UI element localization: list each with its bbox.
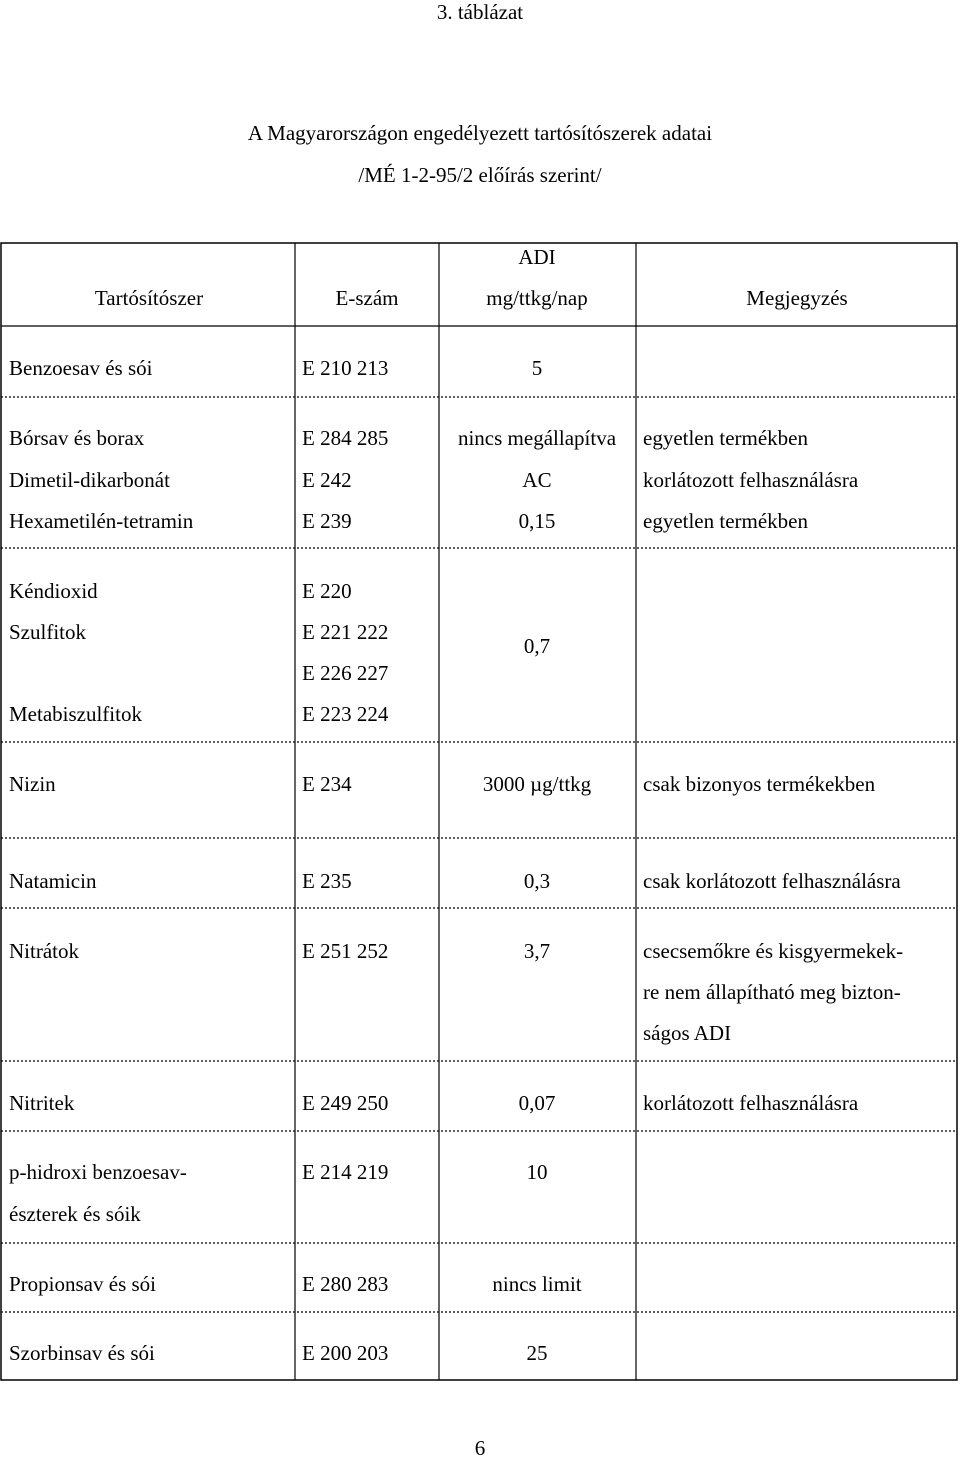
- cell-e-number: E 221 222: [302, 620, 389, 644]
- cell-e-number: E 239: [302, 509, 352, 533]
- cell-preservative: p-hidroxi benzoesav-: [9, 1160, 187, 1184]
- cell-adi: 3000 µg/ttkg: [482, 772, 592, 796]
- cell-note: korlátozott felhasználásra: [643, 1091, 859, 1115]
- table-number: 3. táblázat: [436, 0, 524, 24]
- cell-adi: 0,3: [523, 869, 551, 893]
- cell-preservative: Nitritek: [9, 1091, 75, 1115]
- cell-adi: 0,07: [518, 1091, 556, 1115]
- cell-e-number: E 242: [302, 468, 352, 492]
- cell-adi: 10: [526, 1160, 548, 1184]
- cell-e-number: E 234: [302, 772, 352, 796]
- cell-e-number: E 214 219: [302, 1160, 389, 1184]
- cell-note: csak bizonyos termékekben: [643, 772, 876, 796]
- page-subtitle: /MÉ 1-2-95/2 előírás szerint/: [358, 163, 602, 187]
- cell-note: egyetlen termékben: [643, 426, 809, 450]
- column-header-adi-unit: mg/ttkg/nap: [486, 286, 588, 310]
- cell-e-number: E 284 285: [302, 426, 389, 450]
- cell-e-number: E 220: [302, 579, 352, 603]
- cell-e-number: E 210 213: [302, 356, 389, 380]
- cell-adi: 0,15: [518, 509, 556, 533]
- column-header-adi: ADI: [518, 245, 556, 269]
- cell-note: csak korlátozott felhasználásra: [643, 869, 901, 893]
- cell-note: csecsemőkre és kisgyermekek-: [643, 939, 904, 963]
- cell-adi: 0,7: [523, 634, 551, 658]
- cell-preservative: Propionsav és sói: [9, 1272, 156, 1296]
- page-number: 6: [474, 1436, 486, 1460]
- cell-preservative: Szorbinsav és sói: [9, 1341, 155, 1365]
- cell-adi: AC: [522, 468, 552, 492]
- cell-adi: nincs limit: [492, 1272, 582, 1296]
- cell-preservative: Nizin: [9, 772, 56, 796]
- cell-e-number: E 249 250: [302, 1091, 389, 1115]
- cell-preservative: Natamicin: [9, 869, 97, 893]
- cell-note: ságos ADI: [643, 1021, 732, 1045]
- cell-adi: 25: [526, 1341, 548, 1365]
- cell-e-number: E 280 283: [302, 1272, 389, 1296]
- cell-e-number: E 251 252: [302, 939, 389, 963]
- cell-adi: 5: [531, 356, 543, 380]
- cell-preservative: Bórsav és borax: [9, 426, 145, 450]
- column-header-preservative: Tartósítószer: [94, 286, 204, 310]
- cell-e-number: E 226 227: [302, 661, 389, 685]
- column-header-e-number: E-szám: [335, 286, 399, 310]
- cell-note: korlátozott felhasználásra: [643, 468, 859, 492]
- cell-preservative: észterek és sóik: [9, 1202, 141, 1226]
- cell-preservative: Benzoesav és sói: [9, 356, 153, 380]
- column-header-note: Megjegyzés: [746, 286, 848, 310]
- cell-preservative: Dimetil-dikarbonát: [9, 468, 170, 492]
- cell-preservative: Hexametilén-tetramin: [9, 509, 194, 533]
- cell-preservative: Kéndioxid: [9, 579, 98, 603]
- cell-adi: nincs megállapítva: [457, 426, 617, 450]
- cell-e-number: E 200 203: [302, 1341, 389, 1365]
- cell-preservative: Nitrátok: [9, 939, 79, 963]
- cell-e-number: E 223 224: [302, 702, 389, 726]
- page-title: A Magyarországon engedélyezett tartósítószerek adatai: [247, 121, 713, 145]
- cell-preservative: Szulfitok: [9, 620, 86, 644]
- cell-e-number: E 235: [302, 869, 352, 893]
- cell-note: egyetlen termékben: [643, 509, 809, 533]
- cell-note: re nem állapítható meg bizton-: [643, 980, 901, 1004]
- cell-adi: 3,7: [523, 939, 551, 963]
- cell-preservative: Metabiszulfitok: [9, 702, 142, 726]
